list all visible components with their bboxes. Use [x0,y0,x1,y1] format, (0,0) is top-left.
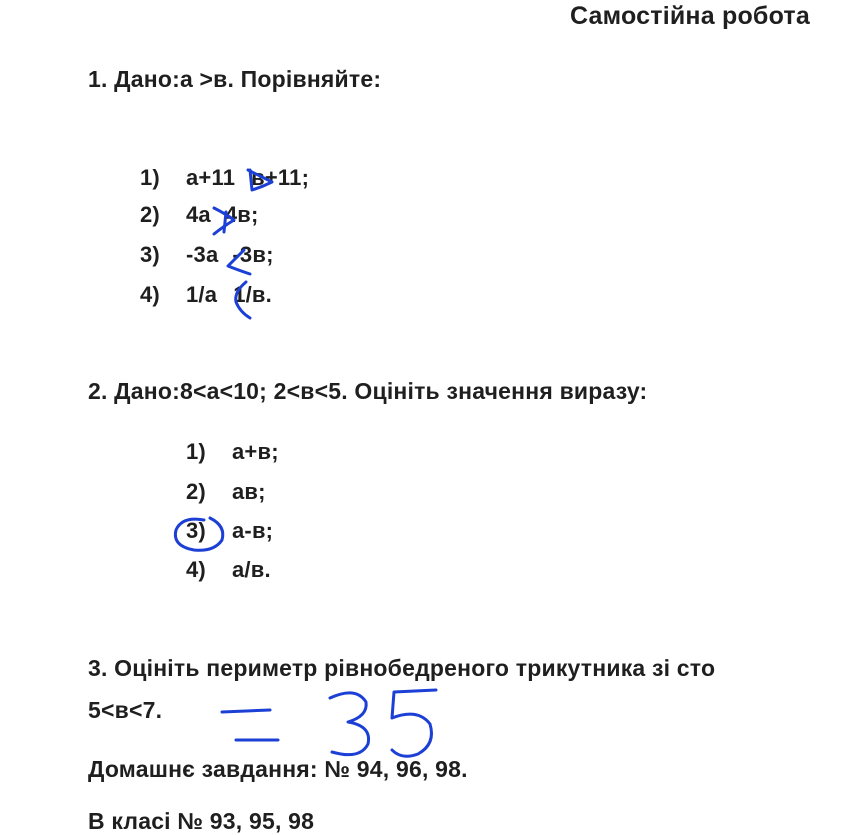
item-number: 1) [186,439,206,464]
expr-left: -3а [186,242,219,267]
expr-right: 1/в. [233,282,272,307]
classwork-line: В класі № 93, 95, 98 [88,808,315,834]
item-number: 4) [140,282,160,307]
item-number: 1) [140,165,160,190]
task-2-item-3 [186,518,273,544]
expr-left: а+11 [186,165,236,190]
task-1-item-3 [140,242,274,268]
item-number: 2) [140,202,160,227]
task-1-item-2 [140,202,259,228]
task-2-heading: 2. Дано:8<а<10; 2<в<5. Оцініть значення виразу: [88,378,648,404]
task-2-item-1 [186,439,279,465]
task-3-line-1: 3. Оцініть периметр рівнобедреного трикутника зі сто [88,655,716,681]
expression: ав; [232,479,266,504]
task-2-item-2 [186,479,266,505]
task-1-heading: 1. Дано:а >в. Порівняйте: [88,66,382,92]
task-2-item-4 [186,557,271,583]
task-1-item-1 [140,165,309,191]
expr-right: -3в; [232,242,274,267]
item-number: 3) [186,518,206,543]
answer-mark-digit-5 [392,690,436,756]
item-number: 2) [186,479,206,504]
page-title: Самостійна робота [570,2,810,30]
item-number: 4) [186,557,206,582]
expr-left: 4а [186,202,211,227]
task-1-item-4 [140,282,272,308]
expr-left: 1/а [186,282,218,307]
answer-mark-digit-3 [330,693,369,755]
task-3-line-2: 5<в<7. [88,697,163,723]
expression: а-в; [232,518,274,543]
item-number: 3) [140,242,160,267]
answer-mark-equals [222,710,278,740]
homework-line: Домашнє завдання: № 94, 96, 98. [88,756,468,782]
expression: а+в; [232,439,279,464]
expr-right: 4в; [224,202,259,227]
expr-right: в+11; [251,165,310,190]
expression: а/в. [232,557,271,582]
